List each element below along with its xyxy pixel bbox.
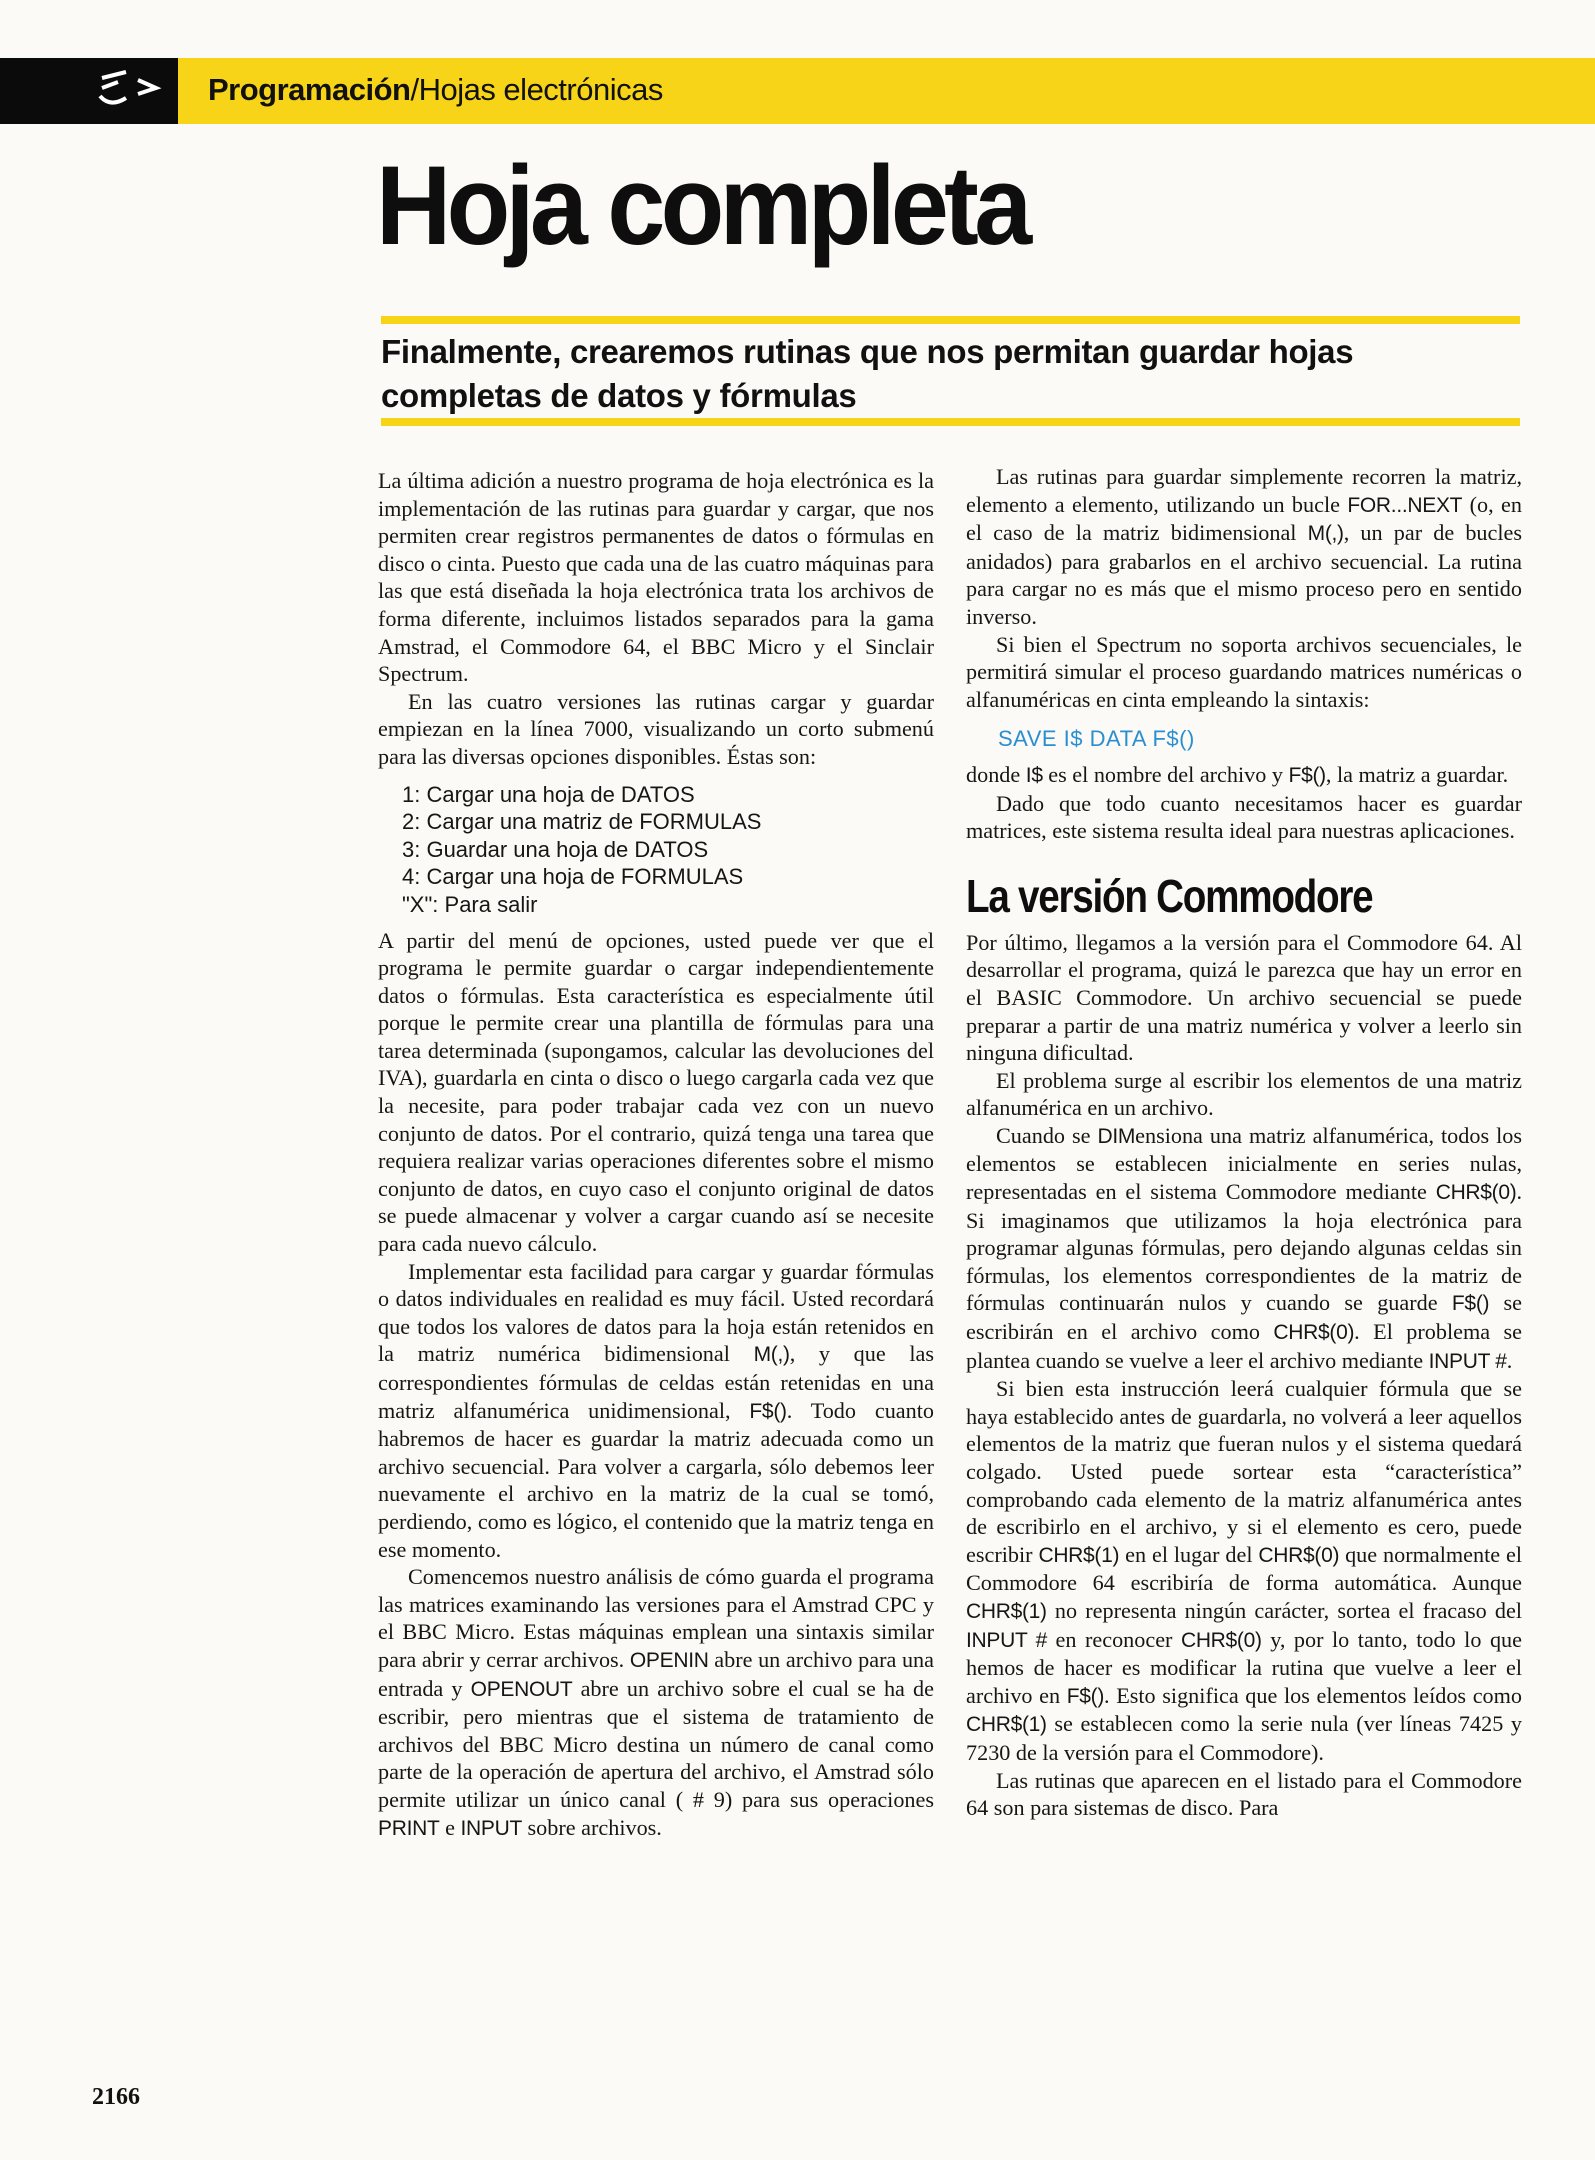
text-run: Si bien esta instrucción leerá cualquier fórmula que se haya establecido antes de guardarla, no volverá a leer aquellos elementos de la matriz que fueran nulos y el sistema quedará colgado. Usted puede sortear esta “característica” comprobando cada elemento de la matriz alfanumérica antes de escribirlo en el archivo, y si el elemento es cero, puede escribir xyxy=(966,1376,1522,1567)
code-term: F$() xyxy=(749,1399,787,1423)
text-run: Implementar esta facilidad para cargar y guardar fórmulas o datos individuales en realidad es muy fácil. Usted recordará que todos los valores de datos para la hoja están retenidos en la matriz numérica bidimensional xyxy=(378,1258,934,1367)
paragraph: La última adición a nuestro programa de hoja electrónica es la implementación de las rutinas para guardar y cargar, que nos permiten crear registros permanentes de datos o fórmulas en disco o cinta. Puesto que cada una de las cuatro máquinas para las que está diseñada la hoja electrónica trata los archivos de forma diferente, incluimos listados separados para la gama Amstrad, el Commodore 64, el BBC Micro y el Sinclair Spectrum. xyxy=(378,468,934,687)
code-term: M(,) xyxy=(1307,522,1344,546)
paragraph xyxy=(966,1375,1522,1766)
text-run: se escribirán en el archivo como xyxy=(966,1290,1522,1345)
code-term: PRINT xyxy=(378,1816,440,1840)
text-run: Comencemos nuestro análisis de cómo guarda el programa las matrices examinando las versiones para el Amstrad CPC y el BBC Micro. Estas máquinas emplean una sintaxis similar para abrir y cerrar archivos. xyxy=(378,1564,934,1672)
text-run: se establecen como la serie nula (ver líneas 7425 y 7230 de la versión para el Commodore). xyxy=(966,1711,1522,1765)
text-run: que normalmente el Commodore 64 escribiría de forma automática. Aunque xyxy=(966,1541,1523,1596)
section-label-rest: /Hojas electrónicas xyxy=(410,72,663,107)
code-term: OPENIN xyxy=(629,1648,709,1672)
series-logo-icon xyxy=(96,68,166,114)
subtitle-rule-top xyxy=(381,316,1520,324)
menu-option: 4: Cargar una hoja de FORMULAS xyxy=(402,864,744,890)
code-term: M(,) xyxy=(753,1343,790,1367)
text-run: y, por lo tanto, todo lo que hemos de hacer es modificar la rutina que vuelve a leer el archivo en xyxy=(966,1626,1522,1708)
code-term: CHR$(0) xyxy=(1273,1321,1355,1345)
code-term: OPENOUT xyxy=(470,1677,573,1701)
text-run: sobre archivos. xyxy=(521,1814,662,1840)
code-term: F$() xyxy=(1288,763,1326,787)
text-run: . xyxy=(1506,1347,1513,1373)
section-label-bold: Programación xyxy=(208,72,411,107)
paragraph: En las cuatro versiones las rutinas cargar y guardar empiezan en la línea 7000, visualizando un corto submenú para las diversas opciones disponibles. Éstas son: xyxy=(378,688,934,769)
text-run: . Todo cuanto habremos de hacer es guardar la matriz adecuada como un archivo secuencial. Para volver a cargarla, sólo debemos leer nuevamente el archivo en la matriz de la cual se tomó, perdiendo, como es lógico, el contenido que la matriz tenga en ese momento. xyxy=(378,1397,934,1562)
paragraph xyxy=(378,1258,934,1564)
text-run: es el nombre del archivo y xyxy=(1042,761,1289,787)
code-term: CHR$(1) xyxy=(966,1713,1047,1737)
paragraph: A partir del menú de opciones, usted puede ver que el programa le permite guardar o cargar independientemente datos o fórmulas. Esta característica es especialmente útil porque le permite crear una plantilla de fórmulas para una tarea determinada (supongamos, calcular las devoluciones del IVA), guardarla en cinta o disco o luego cargarla cada vez que la necesite, para poder trabajar cada vez con un nuevo conjunto de datos. Por el contrario, quizá tenga una tarea que requiera realizar varias operaciones diferentes sobre el mismo conjunto de datos, en cuyo caso el conjunto original de datos se puede almacenar y volver a cargar cuando así se necesite para cada nuevo cálculo. xyxy=(378,927,934,1257)
code-term: FOR...NEXT xyxy=(1347,493,1463,517)
text-run: e xyxy=(439,1814,461,1840)
code-term: F$() xyxy=(1451,1292,1490,1316)
menu-option: 1: Cargar una hoja de DATOS xyxy=(402,781,695,807)
left-column xyxy=(378,467,934,1842)
paragraph: Las rutinas que aparecen en el listado para el Commodore 64 son para sistemas de disco. Para xyxy=(966,1767,1522,1821)
code-term: INPUT # xyxy=(1428,1349,1507,1373)
code-term: CHR$(0) xyxy=(1435,1181,1517,1205)
series-logo xyxy=(0,58,178,124)
code-term: F$() xyxy=(1066,1684,1105,1708)
text-run: donde xyxy=(966,761,1026,787)
paragraph xyxy=(966,761,1522,790)
paragraph: Si bien el Spectrum no soporta archivos secuenciales, le permitirá simular el proceso guardando matrices numéricas o alfanuméricas en cinta empleando la sintaxis: xyxy=(966,631,1522,712)
paragraph xyxy=(966,1122,1522,1375)
code-example: SAVE I$ DATA F$() xyxy=(998,726,1195,752)
section-label xyxy=(208,72,663,108)
text-run: , la matriz a guardar. xyxy=(1325,761,1509,787)
menu-option: 3: Guardar una hoja de DATOS xyxy=(402,836,709,862)
code-term: CHR$(0) xyxy=(1258,1543,1340,1567)
menu-options-list xyxy=(402,781,934,919)
subtitle: Finalmente, crearemos rutinas que nos permitan guardar hojas completas de datos y fórmulas xyxy=(381,333,1354,414)
code-term: DIM xyxy=(1097,1124,1136,1148)
subtitle-rule-bottom xyxy=(381,418,1520,426)
text-run: , un par de bucles anidados) para grabarlos en el archivo secuencial. La rutina para cargar no es más que el mismo proceso pero en sentido inverso. xyxy=(966,520,1522,629)
code-term: CHR$(1) xyxy=(966,1599,1047,1623)
code-term: CHR$(0) xyxy=(1180,1628,1262,1652)
text-run: abre un archivo para una entrada y xyxy=(378,1646,934,1701)
paragraph: Por último, llegamos a la versión para el Commodore 64. Al desarrollar el programa, quizá le parezca que hay un error en el BASIC Commodore. Un archivo secuencial se puede preparar a partir de una matriz numérica y volver a leerlo sin ninguna dificultad. xyxy=(966,929,1522,1066)
right-column xyxy=(966,463,1522,1822)
text-run: . Esto significa que los elementos leídos como xyxy=(1104,1682,1522,1708)
page-title: Hoja completa xyxy=(376,143,1028,268)
text-run: (o, en el caso de la matriz bidimensional xyxy=(966,491,1522,546)
text-run: abre un archivo sobre el cual se ha de escribir, pero mientras que el sistema de tratamiento de archivos del BBC Micro destina un número de canal como parte de la operación de apertura del archivo, el Amstrad sólo permite utilizar un único canal ( # 9) para sus operaciones xyxy=(378,1675,934,1812)
section-heading: La versión Commodore xyxy=(966,869,1373,922)
code-term: INPUT xyxy=(460,1816,522,1840)
code-term: I$ xyxy=(1025,763,1043,787)
text-run: en el lugar del xyxy=(1119,1541,1259,1567)
text-run: , y que las correspondientes fórmulas de celdas están retenidas en una matriz alfanumérica unidimensional, xyxy=(378,1341,934,1423)
text-run: Las rutinas para guardar simplemente recorren la matriz, elemento a elemento, utilizando un bucle xyxy=(966,464,1522,517)
paragraph xyxy=(378,1563,934,1842)
paragraph xyxy=(966,463,1522,631)
code-term: INPUT # xyxy=(966,1628,1048,1652)
text-run: ensiona una matriz alfanumérica, todos los elementos se establecen inicialmente en series nulas, representadas en el sistema Commodore mediante xyxy=(966,1122,1522,1205)
text-run: . El problema se plantea cuando se vuelve a leer el archivo mediante xyxy=(966,1319,1523,1373)
text-run: no representa ningún carácter, sortea el fracaso del xyxy=(1046,1597,1522,1623)
paragraph: Dado que todo cuanto necesitamos hacer es guardar matrices, este sistema resulta ideal para nuestras aplicaciones. xyxy=(966,790,1522,844)
page-number: 2166 xyxy=(92,2084,140,2110)
paragraph: El problema surge al escribir los elementos de una matriz alfanumérica en un archivo. xyxy=(966,1067,1522,1121)
text-run: Cuando se xyxy=(996,1122,1098,1148)
code-term: CHR$(1) xyxy=(1038,1543,1120,1567)
text-run: . Si imaginamos que utilizamos la hoja electrónica para programar algunas fórmulas, pero dejando algunas celdas sin fórmulas, los elementos correspondientes de la matriz de fórmulas continuarán nulos y cuando se guarde xyxy=(966,1179,1522,1316)
menu-option: "X": Para salir xyxy=(402,891,538,917)
menu-option: 2: Cargar una matriz de FORMULAS xyxy=(402,809,762,835)
text-run: en reconocer xyxy=(1047,1626,1181,1652)
